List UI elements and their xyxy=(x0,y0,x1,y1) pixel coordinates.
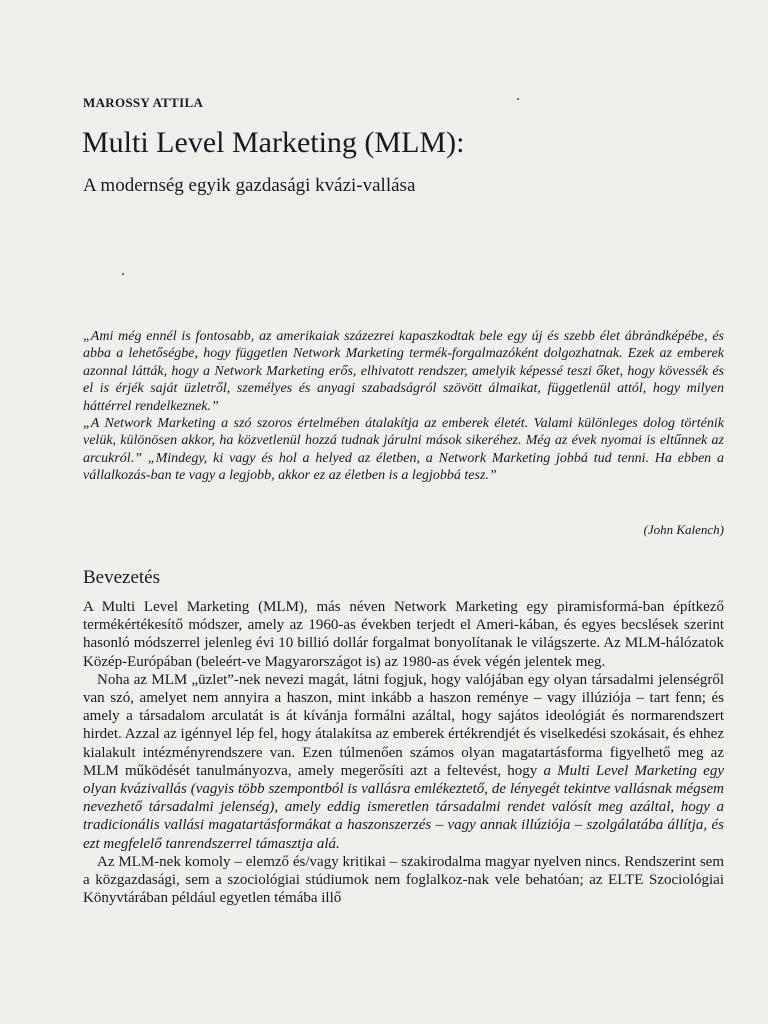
body-paragraph-text: Noha az MLM „üzlet”-nek nevezi magát, látni fogjuk, hogy valójában egy olyan társadalmi jelenségről van szó, amelyet nem annyira a haszon, mint inkább a haszon reménye – vagy illúziója – tart fenn; és amely a társadalom arculatát is át kívánja formálni azáltal, hogy sajátos ideológiát és normarendszert hirdet. Azzal az igénnyel lép fel, hogy átalakítsa az emberek értékrendjét és viselkedési szokásait, és ehhez kialakult intézményrendszere van. Ezen túlmenően számos olyan magatartásforma figyelhető meg az MLM működését tanulmányozva, amely megerősíti azt a feltevést, hogy xyxy=(83,671,724,779)
body-text xyxy=(83,598,724,907)
epigraph-quote xyxy=(83,328,724,485)
speck-mark xyxy=(517,98,519,100)
epigraph-paragraph: „Ami még ennél is fontosabb, az amerikaiak százezrei kapaszkodtak bele egy új és szebb élet ábrándképébe, és abba a lehetőségbe, hogy független Network Marketing termék-forgalmazóként dolgozhatnak. Ezek az emberek azonnal látták, hogy a Network Marketing erős, elhivatott rendszer, amelyik képessé teszi őket, hogy kövessék és el is érjék saját üzletről, személyes és anyagi szabadságról szövött álmaikat, függetlenül attól, hogy milyen háttérrel rendelkeznek.” xyxy=(83,329,724,414)
body-paragraph: Az MLM-nek komoly – elemző és/vagy kritikai – szakirodalma magyar nyelven nincs. Rendszerint sem a közgazdasági, sem a szociológiai stúdiumok nem foglalkoz-nak vele behatóan; az ELTE Szociológiai Könyvtárában például egyetlen témába illő xyxy=(83,853,724,907)
article-title: Multi Level Marketing (MLM): xyxy=(82,126,465,159)
author-name: MAROSSY ATTILA xyxy=(83,95,204,110)
speck-mark xyxy=(122,273,124,275)
body-paragraph xyxy=(83,671,724,853)
article-subtitle: A modernség egyik gazdasági kvázi-vallása xyxy=(83,175,416,196)
body-paragraph-italic: a Multi Level Marketing egy olyan kvázivallás (vagyis több szempontból is vallásra emlékeztető, de lényegét tekintve vallásnak mégsem nevezhető társadalmi jelenség), amely eddig ismeretlen társadalmi rendet valósít meg azáltal, hogy a tradicionális vallási magatartásformákat a haszonszerzés – vagy annak illúziója – szolgálatába állítja, és ezt megfelelő tanrendszerrel támasztja alá. xyxy=(83,762,724,852)
section-heading: Bevezetés xyxy=(83,567,161,588)
epigraph-paragraph: „A Network Marketing a szó szoros értelmében átalakítja az emberek életét. Valami különleges dolog történik velük, különösen akkor, ha közvetlenül hozzá tudnak járulni mások sikeréhez. Még az évek nyomai is eltűnnek az arcukról.” „Mindegy, ki vagy és hol a helyed az életben, a Network Marketing jobbá tud tenni. Ha ebben a vállalkozás-ban te vagy a legjobb, akkor ez az életben is a legjobbá tesz.” xyxy=(83,416,724,484)
epigraph-attribution: (John Kalench) xyxy=(643,522,724,537)
body-paragraph: A Multi Level Marketing (MLM), más néven Network Marketing egy piramisformá-ban építkező termékértékesítő módszer, amely az 1960-as években terjedt el Ameri-kában, és egyes becslések szerint hasonló módszerrel jelenleg évi 10 billió dollár forgalmat bonyolítanak le világszerte. Az MLM-hálózatok Közép-Európában (beleért-ve Magyarországot is) az 1980-as évek végén jelentek meg. xyxy=(83,599,724,670)
